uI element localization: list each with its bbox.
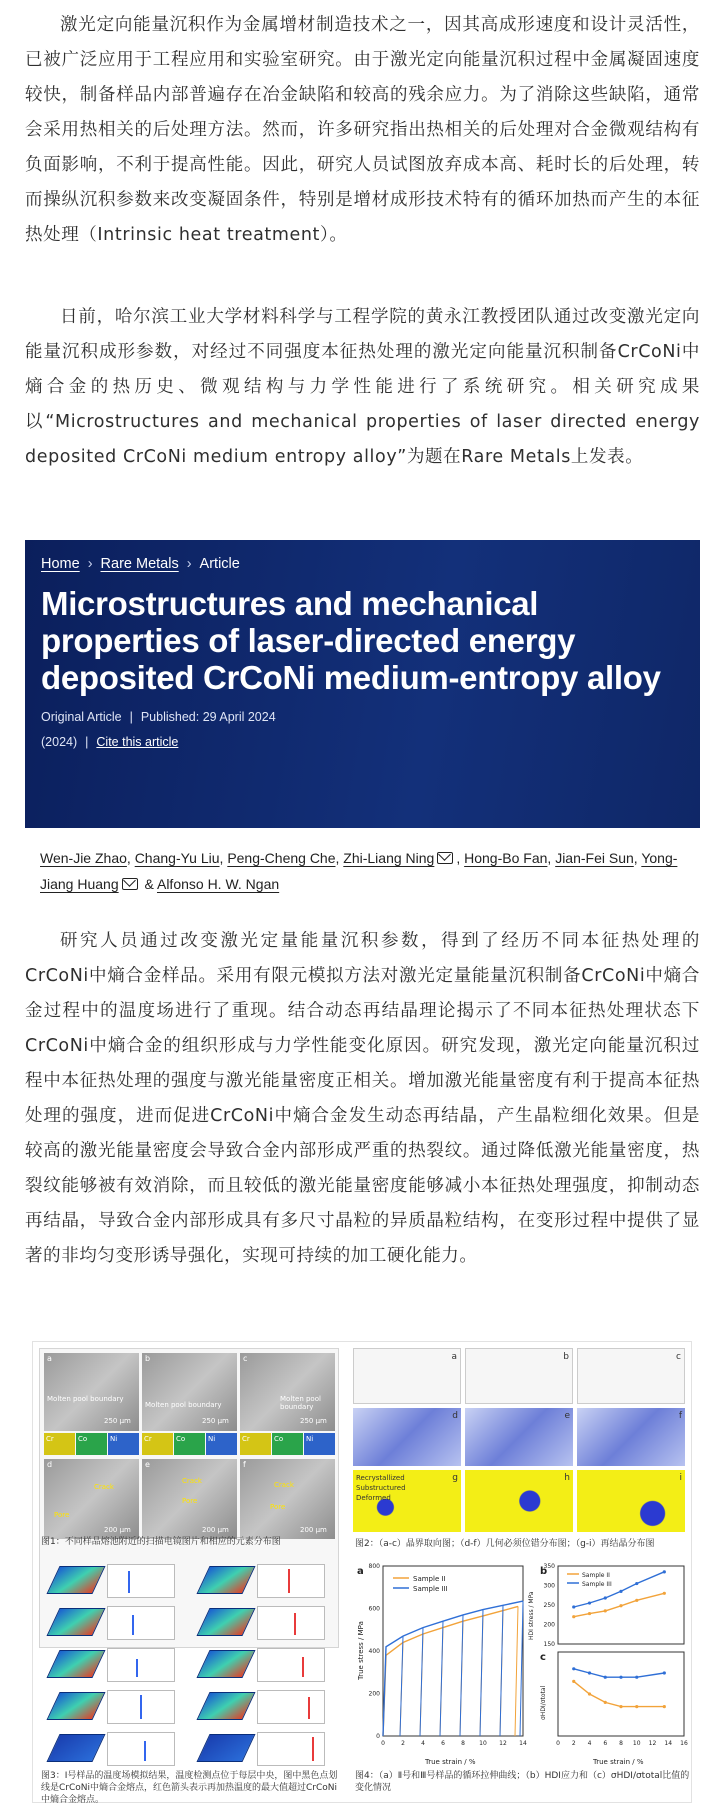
x-tick-label: 8 [461,1740,465,1747]
y-tick-label: 350 [543,1563,555,1570]
element-map-cr: Cr [240,1433,271,1455]
data-point [635,1582,638,1585]
data-point [572,1667,575,1670]
chart-c-frame [558,1652,684,1736]
legend-sample-ii: Sample II [582,1572,610,1579]
data-point [663,1592,666,1595]
temperature-field-cube [196,1608,255,1636]
grain-boundary-map-a: a [353,1348,461,1404]
x-tick-label: 0 [381,1740,385,1747]
email-icon[interactable] [437,852,453,864]
chart-b-ylabel: HDI stress / MPa [528,1591,535,1640]
email-icon[interactable] [122,878,138,890]
data-point [619,1705,622,1708]
temperature-field-cube [196,1734,255,1762]
data-point [663,1671,666,1674]
data-point [588,1671,591,1674]
sem-image-e: e Crack Pore 200 μm [142,1459,237,1539]
x-tick-label: 10 [632,1740,641,1747]
legend-sample-iii: Sample III [582,1581,612,1588]
article-banner [25,540,700,828]
article-title: Microstructures and mechanical properties of laser-directed energy deposited CrCoNi medium-entropy alloy [41,585,661,696]
x-tick-label: 12 [648,1740,657,1747]
element-map-ni: Ni [108,1433,139,1455]
author-link[interactable]: Wen-Jie Zhao [40,850,127,866]
breadcrumb [41,556,240,572]
data-point [635,1676,638,1679]
temperature-history-chart [257,1648,325,1682]
fig3-panel [39,1560,339,1768]
x-tick-label: 2 [571,1740,576,1747]
gnd-map-e: e [465,1408,573,1466]
y-tick-label: 600 [368,1605,380,1613]
intro-paragraph-2: 日前，哈尔滨工业大学材料科学与工程学院的黄永江教授团队通过改变激光定向能量沉积成形参数，对经过不同强度本征热处理的激光定向能量沉积制备CrCoNi中熵合金的热历史、微观结构与力学性能进行了系统研究。相关研究成果以“Microstructures and mechanical properties of laser directed energy deposited CrCoNi medium entropy alloy”为题在Rare Metals上发表。 [25,307,700,467]
breadcrumb-separator-icon: › [87,556,93,572]
x-tick-label: 8 [619,1740,623,1747]
cite-this-article-link[interactable]: Cite this article [96,735,179,749]
x-tick-label: 4 [587,1740,592,1747]
temperature-field-cube [196,1692,255,1720]
fig1-caption: 图1：不同样品熔池附近的扫描电镜图片和相应的元素分布图 [41,1537,281,1547]
x-tick-label: 6 [603,1740,608,1747]
breadcrumb-separator-icon: › [186,556,192,572]
temperature-history-chart [107,1690,175,1724]
chart-c-xlabel: True strain / % [593,1758,644,1766]
y-tick-label: 800 [368,1563,380,1570]
element-map-ni: Ni [304,1433,335,1455]
fig2-caption: 图2：（a-c）晶界取向图；（d-f）几何必须位错分布图；（g-i）再结晶分布图 [355,1539,655,1549]
meta-divider: | [129,710,133,724]
breadcrumb-home[interactable]: Home [41,556,80,572]
published-date: Published: 29 April 2024 [140,710,276,724]
fig4-charts [353,1560,689,1768]
data-point [572,1680,575,1683]
data-point [663,1705,666,1708]
y-tick-label: 250 [543,1602,555,1609]
data-point [619,1676,622,1679]
y-tick-label: 200 [543,1621,555,1629]
temperature-history-chart [107,1606,175,1640]
author-link[interactable]: Zhi-Liang Ning [343,850,435,866]
author-link[interactable]: Chang-Yu Liu [134,850,220,866]
chart-a-xlabel: True strain / % [425,1758,476,1766]
grain-boundary-map-c: c [577,1348,685,1404]
data-point [604,1596,607,1599]
sem-image-b: b Molten pool boundary 250 μm [142,1353,237,1431]
data-point [604,1701,607,1704]
temperature-history-chart [107,1648,175,1682]
x-tick-label: 14 [664,1740,673,1747]
element-map-cr: Cr [142,1433,173,1455]
article-type: Original Article [41,710,122,724]
y-tick-label: 400 [368,1648,380,1655]
data-point [588,1692,591,1695]
temperature-field-cube [46,1692,105,1720]
author-link[interactable]: Peng-Cheng Che [227,850,336,866]
recrystallization-map-g: Recrystallized Substructured Deformed g [353,1470,461,1532]
gnd-map-f: f [577,1408,685,1466]
chart-c-label: c [540,1652,546,1663]
author-link[interactable]: Yong-Jiang Huang [40,850,678,892]
temperature-field-cube [46,1734,105,1762]
temperature-history-chart [257,1732,325,1766]
article-meta-2 [41,735,178,749]
x-tick-label: 6 [441,1740,445,1747]
data-point [572,1605,575,1608]
grain-boundary-map-b: b [465,1348,573,1404]
data-point [619,1604,622,1607]
figure-composite [32,1341,692,1803]
recrystallization-map-h: h [465,1470,573,1532]
author-list: Wen-Jie Zhao, Chang-Yu Liu, Peng-Cheng Che, Zhi-Liang Ning , Hong-Bo Fan, Jian-Fei Sun, Yong-Jiang Huang & Alfonso H. W. Ngan [40,850,678,892]
sem-image-a: a Molten pool boundary 250 μm [44,1353,139,1431]
fig2-panel [353,1348,687,1536]
author-link[interactable]: Alfonso H. W. Ngan [156,876,280,892]
temperature-history-chart [107,1732,175,1766]
body-paragraph: 研究人员通过改变激光定量能量沉积参数，得到了经历不同本征热处理的CrCoNi中熵合金样品。采用有限元模拟方法对激光定量能量沉积制备CrCoNi中熵合金过程中的温度场进行了重现。结合动态再结晶理论揭示了不同本征热处理状态下CrCoNi中熵合金的组织形成与力学性能变化原因。研究发现，激光定向能量沉积过程中本征热处理的强度与激光能量密度正相关。增加激光能量密度有利于提高本征热处理的强度，进而促进CrCoNi中熵合金发生动态再结晶，产生晶粒细化效果。但是较高的激光能量密度会导致合金内部形成严重的热裂纹。通过降低激光能量密度，热裂纹能够被有效消除，而且较低的激光能量密度能够减小本征热处理强度，抑制动态再结晶，导致合金内部形成具有多尺寸晶粒的异质晶粒结构，在变形过程中提供了显著的非均匀变形诱导强化，实现可持续的加工硬化能力。 [25,931,700,1266]
legend-sample-iii: Sample III [413,1585,448,1593]
temperature-field-cube [46,1650,105,1678]
author-ampersand: & [144,876,154,892]
breadcrumb-journal[interactable]: Rare Metals [100,556,179,572]
element-map-co: Co [272,1433,303,1455]
data-point [604,1609,607,1612]
y-tick-label: 0 [376,1733,380,1740]
fig3-caption: 图3：Ⅰ号样品的温度场模拟结果，温度检测点位于每层中央，图中黑色点划线是CrCoNi中熵合金熔点，红色箭头表示再加热温度的最大值超过CrCoNi中熵合金熔点。 [41,1771,338,1805]
data-point [663,1570,666,1573]
data-point [588,1612,591,1615]
chart-b-label: b [540,1566,548,1577]
temperature-field-cube [196,1566,255,1594]
element-map-row [44,1433,335,1455]
element-map-ni: Ni [206,1433,237,1455]
chart-c-ylabel: σHDI/σtotal [540,1685,547,1720]
data-point [635,1599,638,1602]
article-meta [41,710,276,724]
element-map-co: Co [174,1433,205,1455]
sem-image-d: d Crack Pore 200 μm [44,1459,139,1539]
x-tick-label: 16 [680,1740,688,1747]
x-tick-label: 0 [556,1740,560,1747]
author-link[interactable]: Hong-Bo Fan [464,850,548,866]
meta-divider: | [85,735,89,749]
data-point [588,1601,591,1604]
temperature-history-chart [257,1564,325,1598]
x-tick-label: 2 [401,1740,405,1747]
y-tick-label: 200 [368,1690,380,1698]
x-tick-label: 10 [479,1740,487,1747]
x-tick-label: 14 [519,1740,527,1747]
element-map-co: Co [76,1433,107,1455]
data-point [604,1676,607,1679]
sem-image-f: f Crack Pore 200 μm [240,1459,335,1539]
intro-paragraph-1: 激光定向能量沉积作为金属增材制造技术之一，因其高成形速度和设计灵活性，已被广泛应用于工程应用和实验室研究。由于激光定向能量沉积过程中金属凝固速度较快，制备样品内部普遍存在冶金缺陷和较高的残余应力。为了消除这些缺陷，通常会采用热相关的后处理方法。然而，许多研究指出热相关的后处理对合金微观结构有负面影响，不利于提高性能。因此，研究人员试图放弃成本高、耗时长的后处理，转而操纵沉积参数来改变凝固条件，特别是增材成形技术特有的循环加热而产生的本征热处理（Intrinsic heat treatment）。 [25,15,700,245]
data-point [635,1705,638,1708]
temperature-field-cube [46,1608,105,1636]
data-point [619,1590,622,1593]
sem-image-c: c Molten pool boundary 250 μm [240,1353,335,1431]
temperature-history-chart [257,1606,325,1640]
temperature-history-chart [257,1690,325,1724]
recrystallization-map-i: i [577,1470,685,1532]
temperature-field-cube [196,1650,255,1678]
temperature-history-chart [107,1564,175,1598]
y-tick-label: 150 [543,1641,555,1648]
x-tick-label: 12 [499,1740,507,1747]
y-tick-label: 300 [543,1582,555,1590]
chart-a-ylabel: True stress / MPa [357,1621,365,1680]
gnd-map-d: d [353,1408,461,1466]
author-link[interactable]: Jian-Fei Sun [555,850,634,866]
chart-a-label: a [357,1566,364,1577]
breadcrumb-current: Article [199,556,240,572]
article-year: (2024) [41,735,78,749]
x-tick-label: 4 [421,1740,425,1747]
temperature-field-cube [46,1566,105,1594]
fig4-caption: 图4：（a）Ⅱ号和Ⅲ号样品的循环拉伸曲线；（b）HDI应力和（c）σHDI/σtotal比值的变化情况 [355,1771,690,1793]
data-point [572,1615,575,1618]
element-map-cr: Cr [44,1433,75,1455]
legend-sample-ii: Sample II [413,1575,446,1583]
